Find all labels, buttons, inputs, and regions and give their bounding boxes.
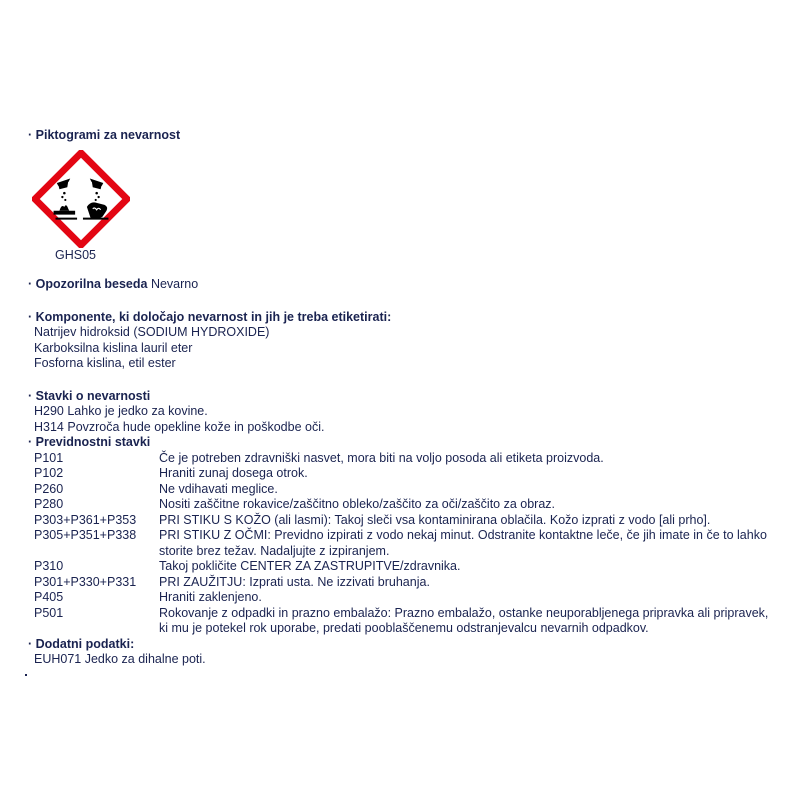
- statement-text: Nositi zaščitne rokavice/zaščitno obleko/zaščito za oči/zaščito za obraz.: [159, 497, 556, 511]
- ghs05-corrosion-icon: [32, 150, 130, 248]
- signal-word-value: Nevarno: [150, 277, 199, 291]
- additional-info-item: EUH071 Jedko za dihalne poti.: [34, 652, 206, 666]
- page-mark: [25, 674, 27, 676]
- precautionary-statement: [28, 482, 778, 498]
- precautionary-statement: [28, 528, 778, 559]
- statement-code: P405: [34, 590, 64, 604]
- statement-text: Če je potreben zdravniški nasvet, mora biti na voljo posoda ali etiketa proizvoda.: [159, 450, 604, 465]
- components-heading: · Komponente, ki določajo nevarnost in jih je treba etiketirati:: [28, 309, 392, 324]
- statement-text: Hraniti zaklenjeno.: [159, 590, 262, 604]
- precautionary-statements-heading: · Previdnostni stavki: [28, 435, 151, 449]
- hazard-statements-heading: · Stavki o nevarnosti: [28, 388, 151, 403]
- statement-code: P260: [34, 481, 64, 496]
- hazard-statement: H314 Povzroča hude opekline kože in poškodbe oči.: [34, 419, 325, 434]
- statement-text: Takoj pokličite CENTER ZA ZASTRUPITVE/zdravnika.: [159, 559, 461, 573]
- precautionary-statement: [28, 497, 778, 513]
- additional-info-heading: · Dodatni podatki:: [28, 636, 135, 651]
- sds-label-section: [28, 128, 778, 668]
- ghs05-pictogram: [28, 150, 134, 264]
- precautionary-statement: [28, 559, 778, 575]
- statement-code: P305+P351+P338: [34, 528, 137, 542]
- statement-code: P301+P330+P331: [34, 574, 137, 589]
- pictograms-heading: · Piktogrami za nevarnost: [28, 128, 181, 142]
- statement-code: P501: [34, 605, 64, 620]
- component-item: Natrijev hidroksid (SODIUM HYDROXIDE): [34, 325, 270, 339]
- component-item: Fosforna kislina, etil ester: [34, 356, 176, 370]
- statement-text: Ne vdihavati meglice.: [159, 481, 278, 496]
- statement-code: P303+P361+P353: [34, 512, 137, 527]
- statement-text: PRI STIKU S KOŽO (ali lasmi): Takoj sleči vsa kontaminirana oblačila. Kožo izprati z vodo [ali prho].: [159, 512, 711, 527]
- precautionary-statement: [28, 590, 778, 606]
- statement-text: Rokovanje z odpadki in prazno embalažo: Prazno embalažo, ostanke neuporabljenega pripravka ali pripravek, ki mu je potekel rok uporabe, predati pooblaščenemu odstranjevalcu nevarnih odpadkov.: [159, 605, 769, 635]
- signal-word-line: [28, 277, 778, 293]
- precautionary-statements-list: [28, 451, 778, 637]
- precautionary-statement: [28, 451, 778, 467]
- statement-code: P280: [34, 497, 64, 511]
- statement-code: P101: [34, 450, 64, 465]
- statement-code: P102: [34, 466, 64, 480]
- precautionary-statement: [28, 466, 778, 482]
- precautionary-statement: [28, 513, 778, 529]
- statement-text: Hraniti zunaj dosega otrok.: [159, 466, 308, 480]
- signal-word-label: · Opozorilna beseda: [28, 277, 148, 291]
- statement-text: PRI STIKU Z OČMI: Previdno izpirati z vodo nekaj minut. Odstranite kontaktne leče, če jih imate in če to lahko storite brez težav. Nadaljujte z izpiranjem.: [159, 528, 767, 558]
- component-item: Karboksilna kislina lauril eter: [34, 340, 193, 355]
- statement-code: P310: [34, 559, 64, 573]
- statement-text: PRI ZAUŽITJU: Izprati usta. Ne izzivati bruhanja.: [159, 574, 430, 589]
- hazard-statement: H290 Lahko je jedko za kovine.: [34, 404, 208, 418]
- precautionary-statement: [28, 606, 778, 637]
- precautionary-statement: [28, 575, 778, 591]
- ghs-code-label: GHS05: [55, 247, 96, 262]
